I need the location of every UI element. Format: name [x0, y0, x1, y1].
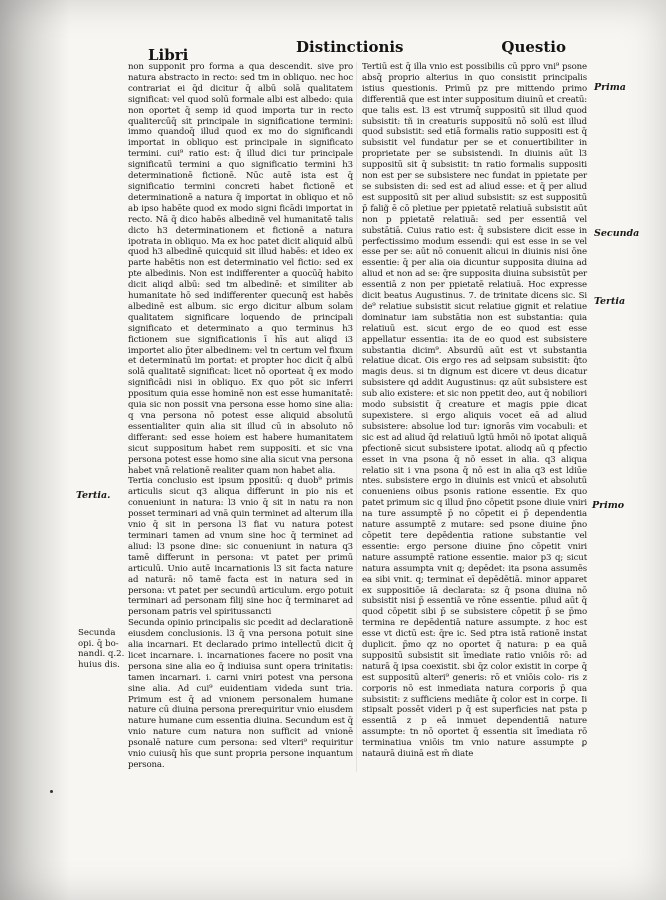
margin-gloss-prima: Prima	[594, 82, 626, 93]
margin-gloss-primo: Primo	[592, 500, 625, 511]
left-paragraph-2: Tertia conclusio est ipsum ppositū: q duob⁹ primis articulis sicut q3 aliqua differunt in pio nis et conueniunt in natura: l3 vnio q̄ sit in natu ra non posset terminari ad vnā quin terminet ad alterum illa vnio q̄ sit in persona l3 fiat vu natura potest terminari tamen ad vnum sine hoc q̄ terminet ad aliud: l3 psone dine: sic conueniunt in natura q3 tamē differunt in persona: vt patet per primū articulū. Unio autē incarnationis l3 sit facta nature ad naturā: nō tamē facta est in natura sed in persona: vt patet per secundū articulum. ergo potuit terminari ad personam filij sine hoc q̄ terminaret ad personam patris vel spiritussancti	[128, 476, 353, 618]
binding-shadow	[0, 0, 70, 900]
running-head-left: Libri	[148, 46, 189, 64]
paper-speck	[50, 790, 53, 793]
running-head-right: Questio	[501, 38, 566, 56]
margin-gloss-secunda-left: Secunda opi. q̄ bo‑ nandi. q.2. huius dis.	[78, 628, 125, 670]
margin-gloss-secunda-right: Secunda	[594, 228, 640, 239]
left-paragraph-3: Secunda opinio principalis sic pcedit ad declarationē eiusdem conclusionis. l3 q̄ vna persona potuit sine alia incarnari. Et declarado primo intellectū dicit q̄ licet incarnare. i. incarnationes facere no posit vna persona sine alia eo q̄ indiuisa sunt opera trinitatis: tamen incarnari. i. carni vniri potest vna persona sine alia. Ad cui⁹ euidentiam videda sunt tria. Primum est q̄ ad vnionem personalem humane nature cū diuina persona prerequiritur vnio eiusdem nature humane cum essentia diuina. Secundum est q̄ vnio nature cum natura non sufficit ad vnionē psonalē nature cum persona: sed vlteri⁹ requiritur vnio cuiusq̄ hīs que sunt propria persone inquantum persona.	[128, 618, 353, 770]
running-head-center: Distinctionis	[296, 38, 404, 56]
margin-gloss-tertia-right: Tertia	[594, 296, 626, 307]
column-divider	[356, 62, 357, 772]
right-paragraph-1: Tertiū est q̄ illa vnio est possibilis cū ppro vni⁹ psone absq̄ proprio alterius in quo consistit principalis istius questionis. Primū pz pre mittendo primo differentiā que est inter suppositum diuinū et creatū: que talis est. l3 est vtrumq̄ suppositū sit illud quod subsistit: tñ in creaturis suppositū nō solū est illud quod subsistit: sed etiā formalis ratio suppositi est q̄ subsistit vel fundatur per se et conuertibiliter in proprietate per se subsistendi. In diuinis aūt l3 suppositū sit q̄ subsistit: tn ratio formalis suppositi non est per se subsistere nec fundat in ppietate per se subsisten di: sed est ad aliud esse: et q̄ per aliud est suppositū sit per aliud subsistit: sz est suppositū p̄ falig̃ ē cō pletiue per ppietatē relatiuā subsistit aūt non p ppietatē relatiuā: sed per essentiā vel substātiā. Cuius ratio est: q̄ subsistere dicit esse in perfectissimo modum essendi: qui est esse in se vel esse per se: aūt nō conuenit alicui in diuinis nisi ōne essentie: q̄ per alia oia dicuntur supposita diuina ad aliud et non ad se: q̄re supposita diuina subsistūt per essentiā z non per ppietatē relatiuā. Hoc expresse dicit beatus Augustinus. 7. de trinitate dicens sic. Si de⁹ relatiue subsistit sicut relatiue gignit et relatiue dominatur iam substātia non est substantia: quia relatiuū est. sicut ergo de eo quod est esse appellatur essentia: ita de eo quod est subsistere substantia dicim⁹. Absurdū aūt est vt substantia relatiue dicat. Ois ergo res ad seipsam subsistit: q̄to magis deus. si tn dignum est dicere vt deus dicatur subsistere qd addit Augustinus: qz aūt subsistere est sub alio existere: et sic non ppetit deo, aut q̄ nobiliori modo subsistit q̄ creature et magis ppie dicat supexistere. si ergo aliquis vocet eā ad aliud subsistere: absolue lod tur: ignorās vim vocabuli: et sic est ad aliud q̄d relatiuū lgtū hmōi nō ipotat aliquā pfectionē sicut subsistere ipotat. aliodq aū q pfectio esset in vna psona q̄ nō esset in alia. q3 aliqua relatio sit i vna psona q̄ nō est in alia q3 est ldiūe ntes. subsistere ergo in diuinis est vnicū et absolutū conueniens oibus psonis ratione essentie. Ex quo patet primum sic q illud p̄no cōpetit psone diuie vniri na ture assumptē p̄ no cōpetit ei p̄ dependentia nature assumptē z mutare: sed psone diuine p̄no cōpetit tere depēdentia ratione substantie vel essentie: ergo persone diuine p̄no cōpetit vniri nature assumptē ratione essentie. maior p3 q; sicut natura assumpta vnit q; depēdet: ita psona assumēs ea sibi vnit. q; terminat eī depēdētiā. minor apparet ex suppositiōe iā declarata: sz q̄ psona diuina nō subsistit nisi p̄ essentiā ve rōne essentie. pilud aūt q̄ quod cōpetit sibi p̄ se subsistere cōpetit p̄ se p̄mo termina re depēdentiā nature assumpte. z hoc est esse vt dictū est: q̄re ic. Sed ptra istā rationē instat duplicit. p̄mo qz no oportet q̄ natura: p ea quā suppositū subsistit sit īmediate ratio vniōis rō: ad naturā q̄ ipsa coexistit. sbi q̄z color existit in corpe q̄ est suppositū alteri⁹ generis: rō et vniōis colo‑ ris z corporis nō est inmediata natura corporis p̄ qua subsistit: z sufficiens mediāte q̄ color est in corpe. Ii stipsalt possēt videri p q̄ est superficies nat psta p essentiā z p eā inmuet dependentiā nature assumpte: tn nō oportet q̄ essentia sit īmediata rō terminatiua vniōis tm vnio nature assumpte ꝑ nataurā diuinā est m̄ diate	[362, 62, 587, 760]
margin-gloss-tertia-left: Tertia.	[76, 490, 111, 501]
right-text-column	[362, 62, 587, 777]
left-paragraph-1: non supponit pro forma a qua descendit. sive pro natura abstracto in recto: sed tm in obliquo. nec hoc contrariat ei q̄d dicitur q̄ albū solā qualitatem significat: vel quod solū formale albi est albedo: quia non oportet q̄ semp id quod importa tur in recto qualitercūq̄ sit principale in significatione termini: immo quandoq̄ illud quod ex mo do significandi importat in obliquo est principale in significato termini. cui⁹ ratio est: q̄ illud dici tur principale significatū termini a quo significatio termini h3 determinationē fictionē. Nūc autē ista est q̄ significatio termini concreti habet fictionē et determinationē a natura q̄ importat in obliquo et nō ab ipso habēte quod ex modo signi ficādi importat in recto. Nā q̄ dico habēs albedinē vel humanitatē talis dicto h3 determinationem et fictionē a natura ipotrata in obliquo. Ma ex hoc patet dicit aliquid albū quod h3 albedinē quicquid sit illud habēs: et ideo ex parte habētis non est determinatio vel fictio: sed ex pte albedinis. Non est indifferenter a quocūq̄ habito dicit aliqd albū: sed tm albedinē: et similiter ab humanitate hō sed indifferenter quecunq̄ est habēs albedinē est album. sic ergo dicitur album solam qualitatem significare loquendo de principali significato et determinato a quo terminus h3 fictionem sue significationis ī hīs aut aliqd i3 importet alio p̄ter albedinem: vel tn certum vel fixum et determinatū im portat: et propter hoc dicit q̄ albū solā qualitatē significat: licet nō oporteat q̄ ex modo significādi nisi in obliquo. Ex quo pōt sic inferri ppositum quia esse hominē non est esse humanitatē: quia sic non possit vna persona esse homo sine alia: q vna persona nō potest esse aliquid absolutū essentialiter quin alia sit illud cū in absoluto nō differant: sed esse hoiem est habere humanitatem sicut suppositum habet rem suppositi. et sic vna persona potest esse homo sine alia sicut vna persona habet vnā relationē realiter quam non habet alia.	[128, 62, 353, 476]
left-text-column	[128, 62, 353, 782]
